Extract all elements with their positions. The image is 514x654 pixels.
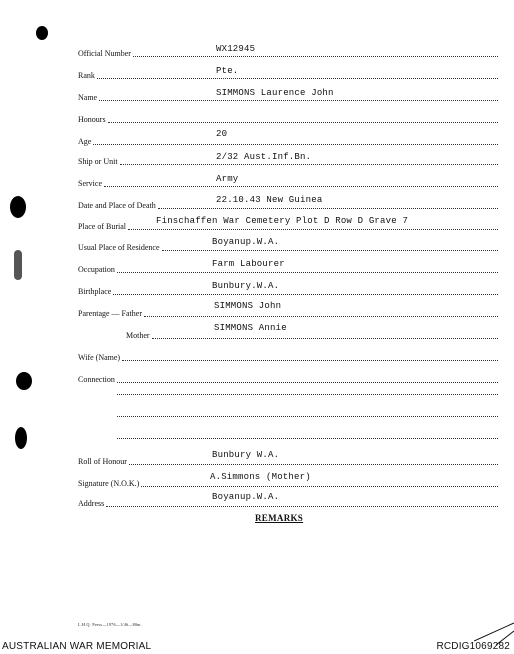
- rank-label: Rank: [78, 71, 95, 80]
- death-label: Date and Place of Death: [78, 201, 156, 210]
- roll-of-honour-row: [78, 452, 498, 466]
- age-label: Age: [78, 137, 92, 146]
- roll-of-honour-value: Bunbury W.A.: [212, 450, 280, 460]
- remarks-heading: REMARKS: [255, 513, 304, 523]
- age-value: 20: [216, 129, 228, 139]
- father-label: Parentage — Father: [78, 309, 142, 318]
- wife-row: [78, 348, 498, 362]
- connection-line-4: [117, 438, 498, 439]
- father-value: SIMMONS John: [214, 301, 282, 311]
- honours-label: Honours: [78, 115, 106, 124]
- rank-row: [78, 66, 498, 80]
- service-row: [78, 174, 498, 188]
- punch-hole-lower: [16, 372, 32, 390]
- address-row: [78, 494, 498, 508]
- mother-value: SIMMONS Annie: [214, 323, 287, 333]
- official-number-row: [78, 44, 498, 58]
- father-row: [78, 304, 498, 318]
- residence-row: [78, 238, 498, 252]
- punch-hole-upper: [10, 196, 26, 218]
- record-id: RCDIG1069282: [436, 641, 510, 652]
- birthplace-row: [78, 282, 498, 296]
- death-value: 22.10.43 New Guinea: [216, 195, 323, 205]
- burial-label: Place of Burial: [78, 222, 126, 231]
- corner-fold: [474, 605, 514, 645]
- connection-label: Connection: [78, 375, 115, 384]
- service-label: Service: [78, 179, 102, 188]
- service-value: Army: [216, 174, 239, 184]
- residence-label: Usual Place of Residence: [78, 243, 160, 252]
- signature-value: A.Simmons (Mother): [210, 472, 311, 482]
- residence-value: Boyanup.W.A.: [212, 237, 280, 247]
- archive-name: AUSTRALIAN WAR MEMORIAL: [2, 641, 152, 652]
- punch-hole-bottom: [15, 427, 27, 449]
- official-number-value: WX12945: [216, 44, 256, 54]
- rank-value: Pte.: [216, 66, 239, 76]
- print-note: L.H.Q. Press—1976—1/46—80m.: [78, 622, 142, 627]
- punch-hole-top: [36, 26, 48, 40]
- honours-row: [78, 110, 498, 124]
- connection-line-2: [117, 394, 498, 395]
- name-label: Name: [78, 93, 98, 102]
- roll-of-honour-label: Roll of Honour: [78, 457, 127, 466]
- birthplace-label: Birthplace: [78, 287, 112, 296]
- connection-row: [78, 370, 498, 384]
- ship-unit-label: Ship or Unit: [78, 157, 118, 166]
- signature-label: Signature (N.O.K.): [78, 479, 140, 488]
- connection-line-3: [117, 416, 498, 417]
- occupation-label: Occupation: [78, 265, 115, 274]
- age-row: [78, 132, 498, 146]
- punch-hole-middle: [14, 250, 22, 280]
- mother-label: Mother: [126, 331, 150, 340]
- occupation-value: Farm Labourer: [212, 259, 285, 269]
- occupation-row: [78, 260, 498, 274]
- name-value: SIMMONS Laurence John: [216, 88, 334, 98]
- wife-label: Wife (Name): [78, 353, 121, 362]
- official-number-label: Official Number: [78, 49, 131, 58]
- ship-unit-value: 2/32 Aust.Inf.Bn.: [216, 152, 312, 162]
- address-value: Boyanup.W.A.: [212, 492, 280, 502]
- mother-row: [126, 326, 498, 340]
- birthplace-value: Bunbury.W.A.: [212, 281, 280, 291]
- address-label: Address: [78, 499, 105, 508]
- burial-value: Finschaffen War Cemetery Plot D Row D Grave 7: [156, 216, 409, 226]
